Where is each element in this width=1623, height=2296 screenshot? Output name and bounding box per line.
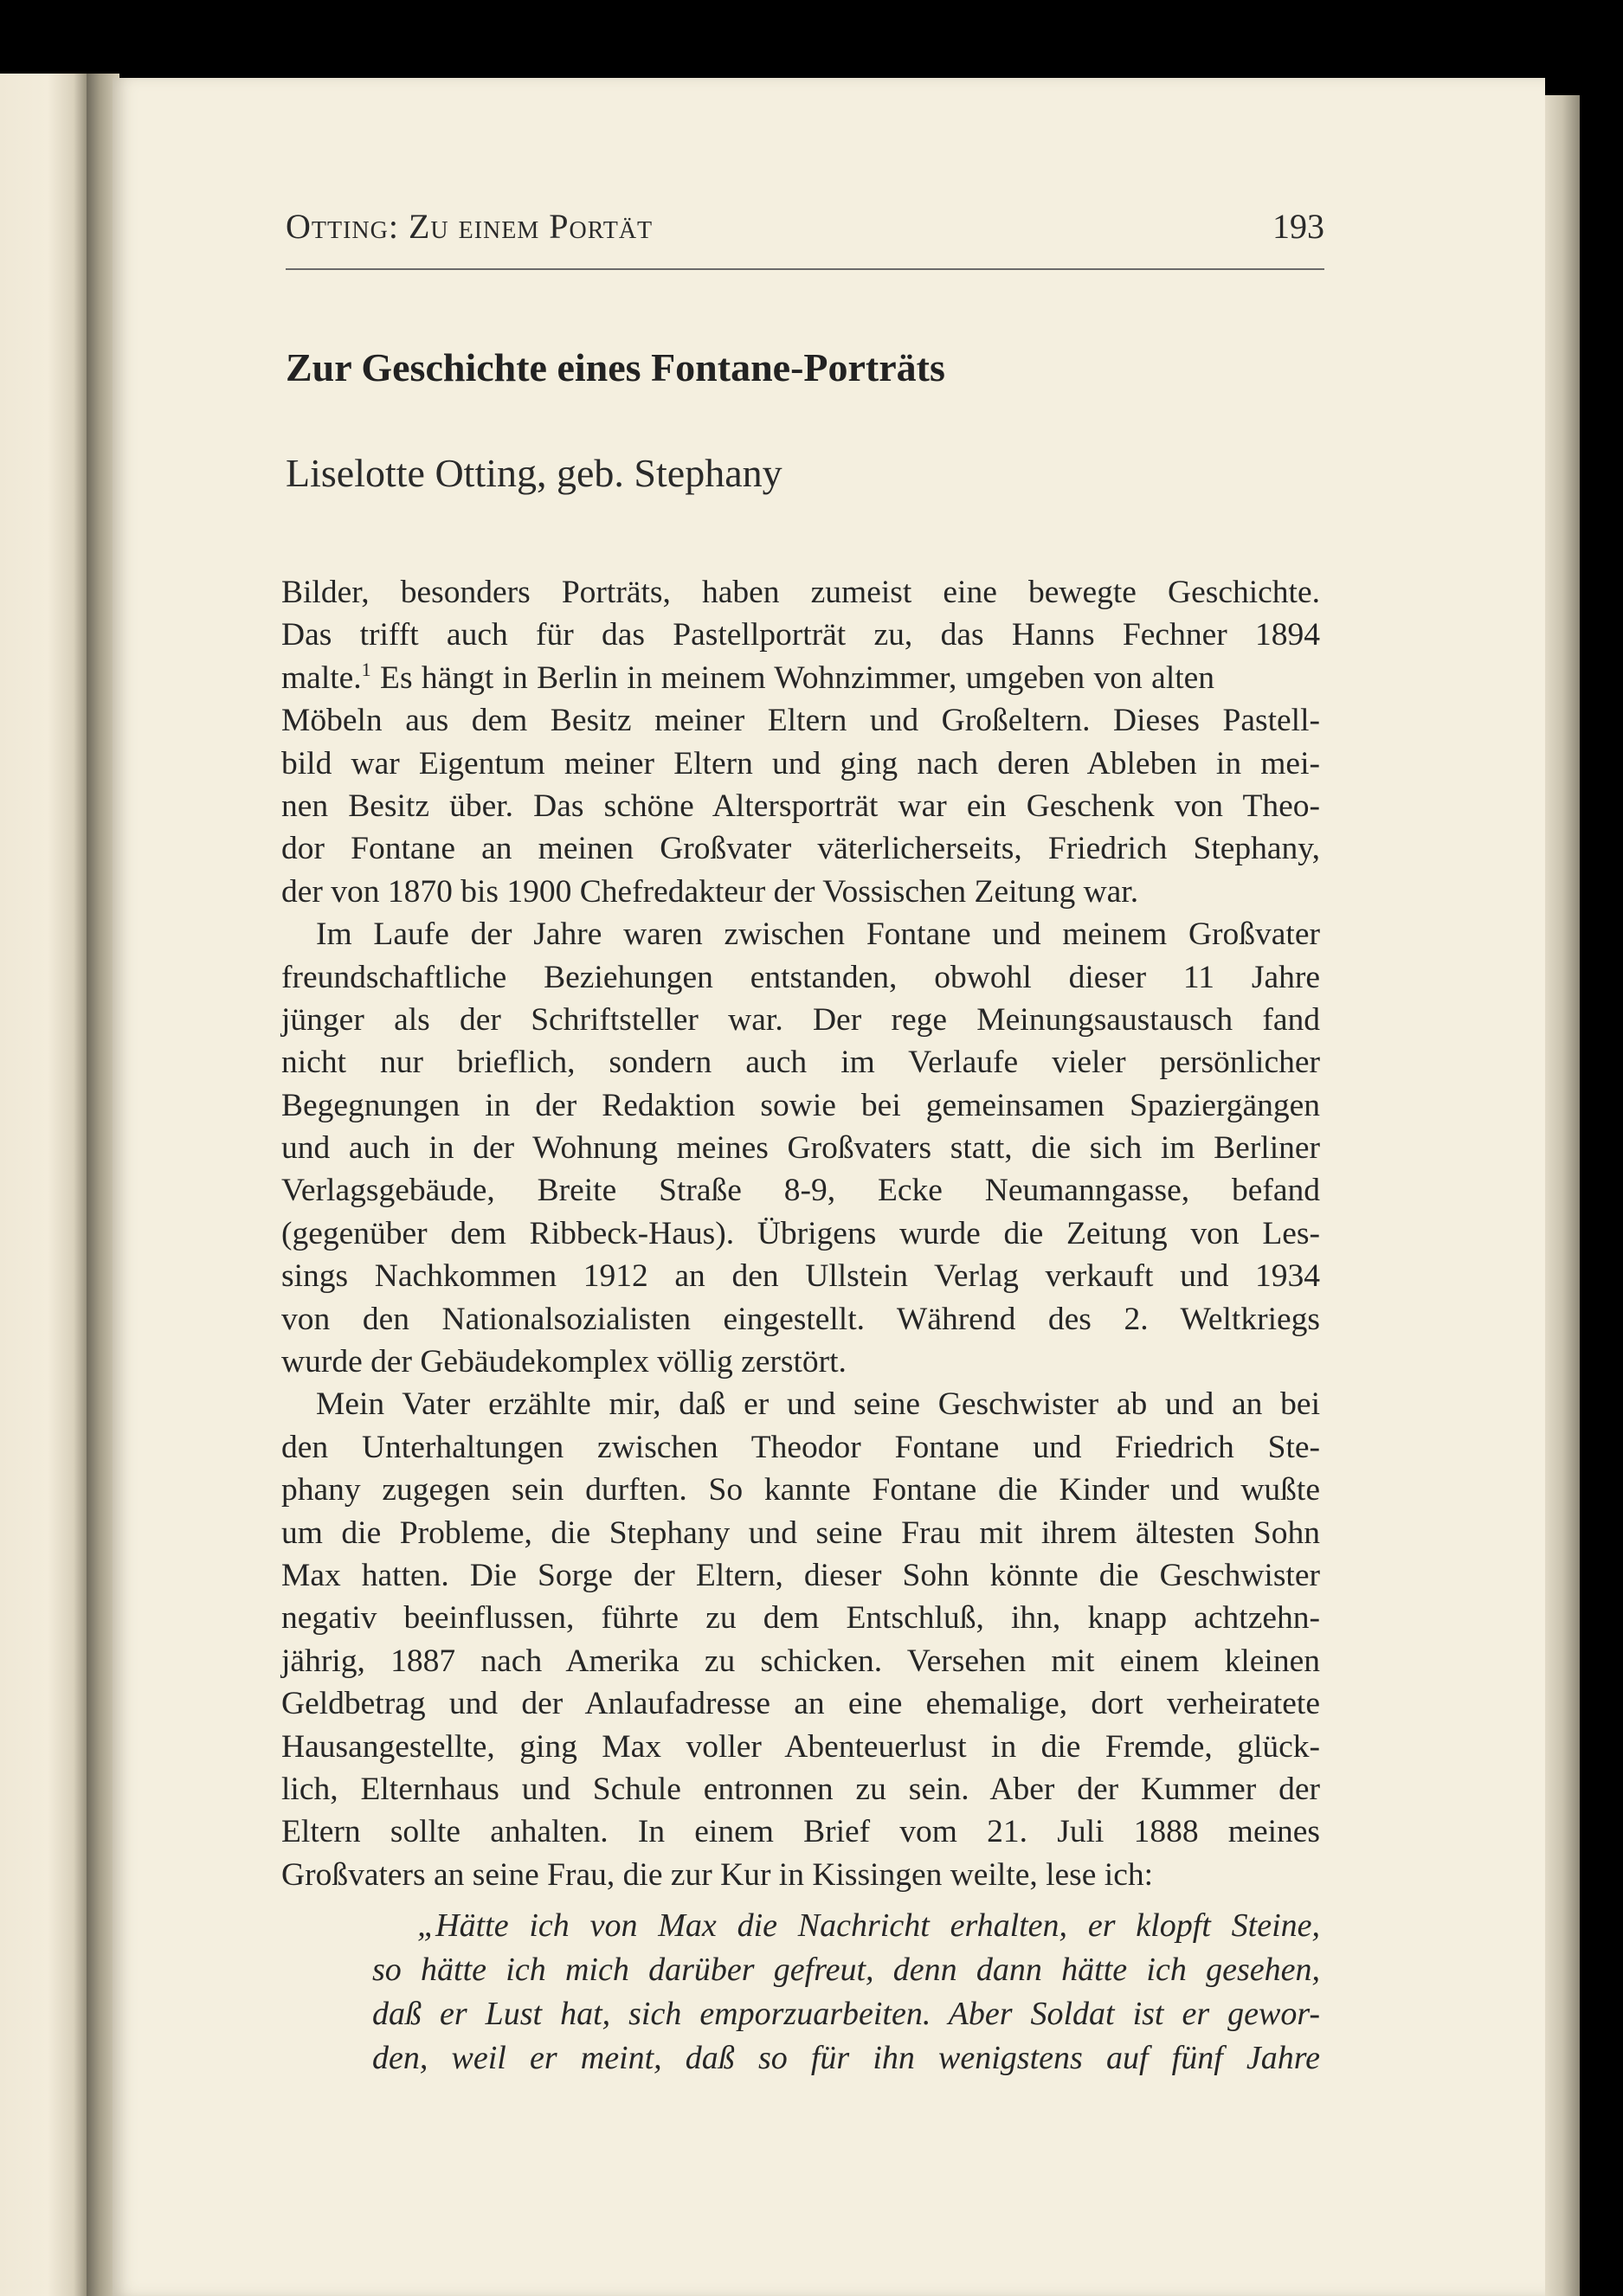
text-line: dor Fontane an meinen Großvater väterlicherseits, Friedrich Stephany, <box>281 831 1320 867</box>
quote-line: den, weil er meint, daß so für ihn wenigstens auf fünf Jahre <box>372 2040 1320 2076</box>
block-quote <box>372 1904 1320 2081</box>
text-line <box>281 657 1320 699</box>
text-line: den Unterhaltungen zwischen Theodor Fontane und Friedrich Ste- <box>281 1429 1320 1465</box>
footnote-mark: 1 <box>361 658 371 680</box>
text-line: lich, Elternhaus und Schule entronnen zu sein. Aber der Kummer der <box>281 1771 1320 1807</box>
quote-line: „Hätte ich von Max die Nachricht erhalten, er klopft Steine, <box>417 1907 1320 1944</box>
body-text <box>281 571 1320 1896</box>
text-line: Bilder, besonders Porträts, haben zumeist eine bewegte Geschichte. <box>281 575 1320 610</box>
article-title: Zur Geschichte eines Fontane-Porträts <box>286 345 945 389</box>
text-line: jünger als der Schriftsteller war. Der rege Meinungsaustausch fand <box>281 1001 1320 1038</box>
text-line: Im Laufe der Jahre waren zwischen Fontane und meinem Großvater <box>316 916 1320 953</box>
article-author: Liselotte Otting, geb. Stephany <box>286 451 783 495</box>
text-fragment: malte. <box>281 659 362 696</box>
text-line: (gegenüber dem Ribbeck-Haus). Übrigens wurde die Zeitung von Les- <box>281 1215 1320 1251</box>
page-stack-edge <box>1545 95 1580 2296</box>
header-rule <box>286 268 1324 270</box>
page-number: 193 <box>1272 207 1324 246</box>
text-line: jährig, 1887 nach Amerika zu schicken. Versehen mit einem kleinen <box>281 1643 1320 1679</box>
text-line: um die Probleme, die Stephany und seine Frau mit ihrem ältesten Sohn <box>281 1515 1320 1551</box>
quote-line: daß er Lust hat, sich emporzuarbeiten. Aber Soldat ist er gewor- <box>372 1996 1320 2032</box>
text-line: Verlagsgebäude, Breite Straße 8-9, Ecke Neumanngasse, befand <box>281 1173 1320 1209</box>
text-line: nicht nur brieflich, sondern auch im Verlaufe vieler persönlicher <box>281 1045 1320 1081</box>
text-line: negativ beeinflussen, führte zu dem Entschluß, ihn, knapp achtzehn- <box>281 1600 1320 1637</box>
text-line: und auch in der Wohnung meines Großvaters statt, die sich im Berliner <box>281 1130 1320 1167</box>
text-line: nen Besitz über. Das schöne Altersporträt war ein Geschenk von Theo- <box>281 788 1320 824</box>
text-line: sings Nachkommen 1912 an den Ullstein Verlag verkauft und 1934 <box>281 1258 1320 1295</box>
text-line: wurde der Gebäudekomplex völlig zerstört. <box>281 1344 847 1380</box>
running-head: Otting: Zu einem Portät <box>286 207 654 246</box>
text-line: Geldbetrag und der Anlaufadresse an eine ehemalige, dort verheiratete <box>281 1686 1320 1722</box>
text-line: bild war Eigentum meiner Eltern und ging nach deren Ableben in mei- <box>281 745 1320 781</box>
text-line: phany zugegen sein durften. So kannte Fontane die Kinder und wußte <box>281 1472 1320 1508</box>
text-line: von den Nationalsozialisten eingestellt. Während des 2. Weltkriegs <box>281 1301 1320 1337</box>
text-line: Max hatten. Die Sorge der Eltern, dieser Sohn könnte die Geschwister <box>281 1557 1320 1593</box>
text-line: Mein Vater erzählte mir, daß er und seine Geschwister ab und an bei <box>316 1386 1320 1423</box>
text-line: Begegnungen in der Redaktion sowie bei gemeinsamen Spaziergängen <box>281 1087 1320 1123</box>
text-line: Möbeln aus dem Besitz meiner Eltern und Großeltern. Dieses Pastell- <box>281 703 1320 739</box>
text-line: Das trifft auch für das Pastellporträt zu, das Hanns Fechner 1894 <box>281 617 1320 653</box>
facing-page-edge <box>0 74 87 2296</box>
text-line: Großvaters an seine Frau, die zur Kur in Kissingen weilte, lese ich: <box>281 1856 1154 1893</box>
quote-line: so hätte ich mich darüber gefreut, denn dann hätte ich gesehen, <box>372 1952 1320 1988</box>
text-line: der von 1870 bis 1900 Chefredakteur der Vossischen Zeitung war. <box>281 873 1139 910</box>
text-line: Hausangestellte, ging Max voller Abenteuerlust in die Fremde, glück- <box>281 1728 1320 1765</box>
text-fragment: Es hängt in Berlin in meinem Wohnzimmer, umgeben von alten <box>370 659 1215 696</box>
text-line: freundschaftliche Beziehungen entstanden, obwohl dieser 11 Jahre <box>281 959 1320 995</box>
text-line: Eltern sollte anhalten. In einem Brief vom 21. Juli 1888 meines <box>281 1814 1320 1850</box>
